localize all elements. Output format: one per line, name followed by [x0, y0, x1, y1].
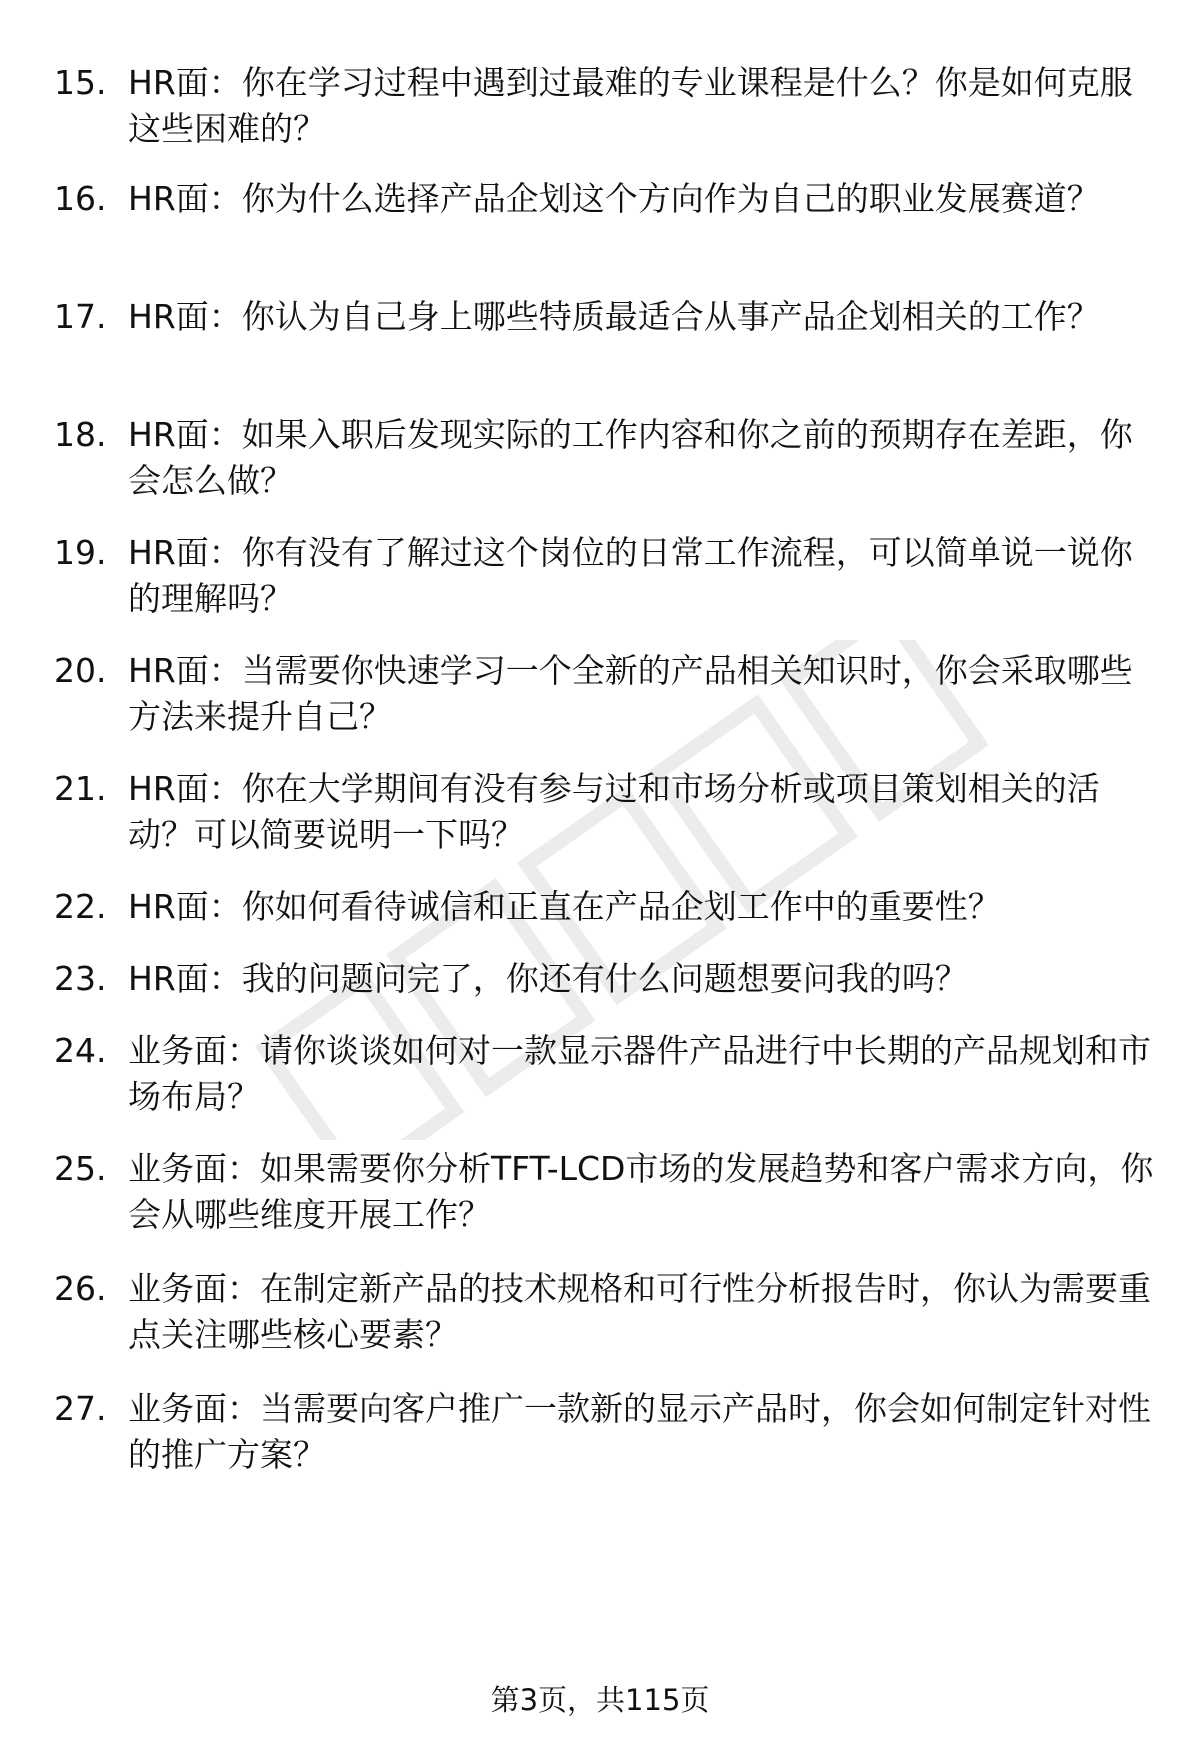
list-item: [54, 1028, 1164, 1120]
item-text: 业务面：当需要向客户推广一款新的显示产品时，你会如何制定针对性的推广方案？: [128, 1389, 1151, 1474]
item-text: 业务面：在制定新产品的技术规格和可行性分析报告时，你认为需要重点关注哪些核心要素？: [128, 1269, 1151, 1354]
item-number: 23.: [54, 959, 107, 998]
item-number: 22.: [54, 887, 107, 926]
list-item: [54, 766, 1164, 858]
list-item: [54, 884, 1164, 930]
list-item: [54, 1266, 1164, 1358]
list-item: [54, 1146, 1164, 1238]
item-text: 业务面：如果需要你分析TFT-LCD市场的发展趋势和客户需求方向，你会从哪些维度开展工作？: [128, 1149, 1154, 1234]
item-text: HR面：你有没有了解过这个岗位的日常工作流程，可以简单说一说你的理解吗？: [128, 533, 1133, 618]
item-text: HR面：你如何看待诚信和正直在产品企划工作中的重要性？: [128, 887, 1001, 926]
item-number: 21.: [54, 769, 107, 808]
item-text: HR面：如果入职后发现实际的工作内容和你之前的预期存在差距，你会怎么做？: [128, 415, 1133, 500]
item-number: 24.: [54, 1031, 107, 1070]
item-number: 27.: [54, 1389, 107, 1428]
item-text: HR面：你为什么选择产品企划这个方向作为自己的职业发展赛道？: [128, 179, 1100, 218]
item-number: 26.: [54, 1269, 107, 1308]
page-footer: 第3页，共115页: [490, 1683, 710, 1717]
list-item: [54, 60, 1164, 152]
item-text: HR面：你认为自己身上哪些特质最适合从事产品企划相关的工作？: [128, 297, 1100, 336]
item-number: 20.: [54, 651, 107, 690]
list-item: [54, 956, 1164, 1002]
list-item: [54, 412, 1164, 504]
list-item: [54, 1386, 1164, 1478]
item-number: 15.: [54, 63, 107, 102]
item-number: 17.: [54, 297, 107, 336]
list-item: [54, 294, 1164, 340]
item-number: 19.: [54, 533, 107, 572]
item-number: 18.: [54, 415, 107, 454]
item-number: 16.: [54, 179, 107, 218]
list-item: [54, 648, 1164, 740]
item-text: HR面：你在学习过程中遇到过最难的专业课程是什么？你是如何克服这些困难的？: [128, 63, 1133, 148]
item-number: 25.: [54, 1149, 107, 1188]
item-text: HR面：你在大学期间有没有参与过和市场分析或项目策划相关的活动？可以简要说明一下吗？: [128, 769, 1100, 854]
item-text: HR面：我的问题问完了，你还有什么问题想要问我的吗？: [128, 959, 968, 998]
list-item: [54, 176, 1164, 222]
item-text: HR面：当需要你快速学习一个全新的产品相关知识时，你会采取哪些方法来提升自己？: [128, 651, 1133, 736]
list-item: [54, 530, 1164, 622]
item-text: 业务面：请你谈谈如何对一款显示器件产品进行中长期的产品规划和市场布局？: [128, 1031, 1151, 1116]
